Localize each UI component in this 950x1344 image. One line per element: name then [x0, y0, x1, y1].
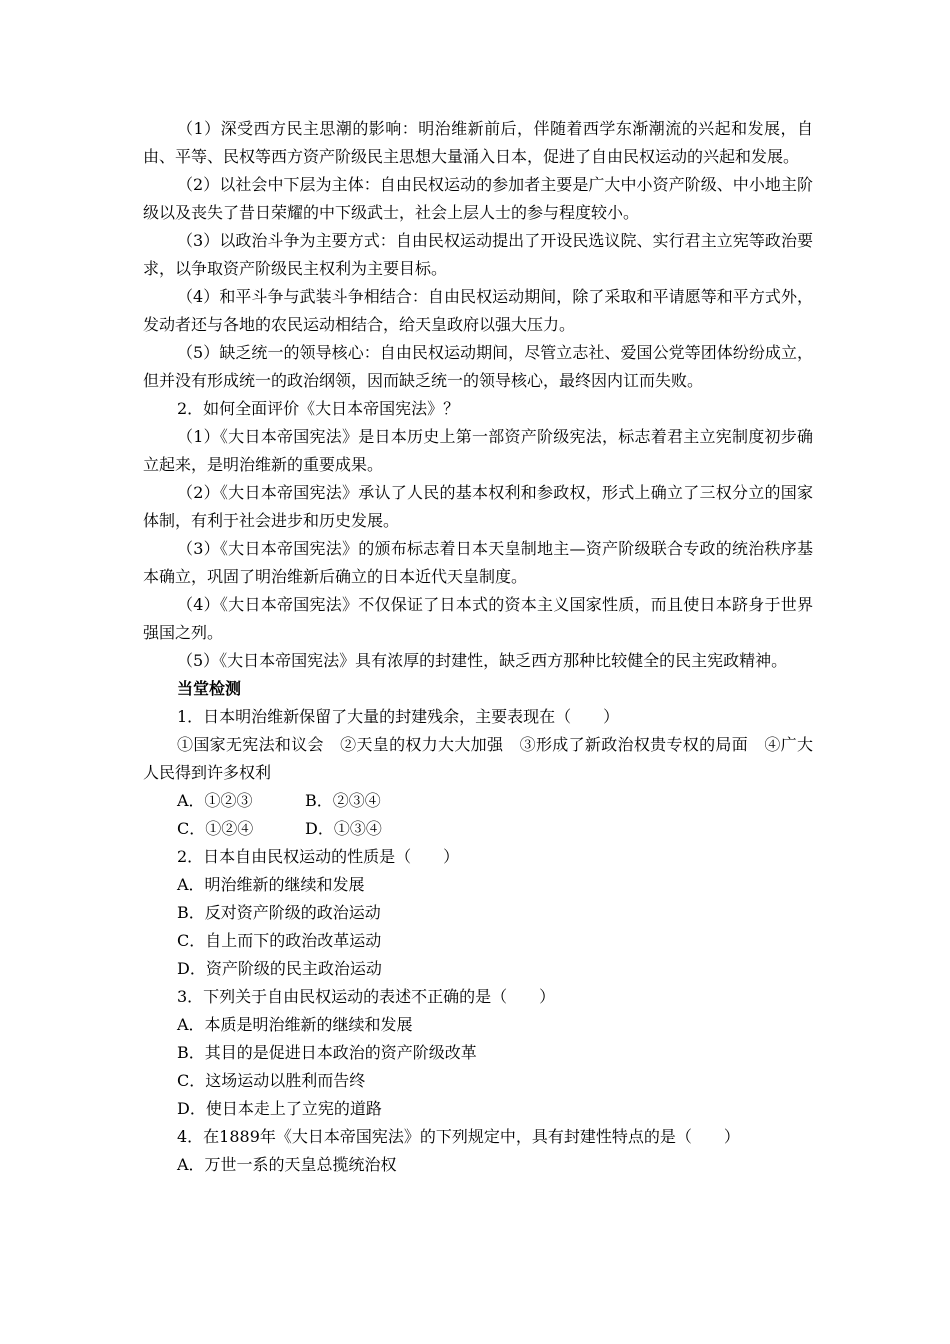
q1-options-row2 — [143, 815, 813, 843]
q3-option-a[interactable]: A．本质是明治维新的继续和发展 — [177, 1015, 413, 1034]
q4-option-a[interactable]: A．万世一系的天皇总揽统治权 — [177, 1155, 397, 1174]
q1-items: ①国家无宪法和议会 ②天皇的权力大大加强 ③形成了新政治权贵专权的局面 ④广大人民得到许多权利 — [143, 735, 813, 782]
q2-stem: 2．日本自由民权运动的性质是（ ） — [177, 847, 460, 866]
q3-option-c[interactable]: C．这场运动以胜利而告终 — [177, 1071, 366, 1090]
document-page — [143, 115, 813, 1179]
q1-option-d[interactable]: D．①③④ — [305, 819, 382, 838]
paragraph-s2-2: （2）《大日本帝国宪法》承认了人民的基本权利和参政权，形式上确立了三权分立的国家体制，有利于社会进步和历史发展。 — [143, 483, 813, 530]
q2-option-d[interactable]: D．资产阶级的民主政治运动 — [177, 959, 382, 978]
q4-stem: 4．在1889年《大日本帝国宪法》的下列规定中，具有封建性特点的是（ ） — [177, 1127, 740, 1146]
paragraph-s2-4: （4）《大日本帝国宪法》不仅保证了日本式的资本主义国家性质，而且使日本跻身于世界强国之列。 — [143, 595, 813, 642]
paragraph-s2-1: （1）《大日本帝国宪法》是日本历史上第一部资产阶级宪法，标志着君主立宪制度初步确立起来，是明治维新的重要成果。 — [143, 427, 813, 474]
q2-option-c[interactable]: C．自上而下的政治改革运动 — [177, 931, 382, 950]
q1-options-row1 — [143, 787, 813, 815]
q3-option-d[interactable]: D．使日本走上了立宪的道路 — [177, 1099, 382, 1118]
paragraph-s2-3: （3）《大日本帝国宪法》的颁布标志着日本天皇制地主—资产阶级联合专政的统治秩序基本确立，巩固了明治维新后确立的日本近代天皇制度。 — [143, 539, 813, 586]
q3-stem: 3．下列关于自由民权运动的表述不正确的是（ ） — [177, 987, 556, 1006]
q3-option-b[interactable]: B．其目的是促进日本政治的资产阶级改革 — [177, 1043, 477, 1062]
q2-option-a[interactable]: A．明治维新的继续和发展 — [177, 875, 365, 894]
question-heading-2: 2．如何全面评价《大日本帝国宪法》？ — [177, 399, 460, 418]
paragraph-s1-3: （3）以政治斗争为主要方式：自由民权运动提出了开设民选议院、实行君主立宪等政治要求，以争取资产阶级民主权利为主要目标。 — [143, 231, 813, 278]
paragraph-s2-5: （5）《大日本帝国宪法》具有浓厚的封建性，缺乏西方那种比较健全的民主宪政精神。 — [177, 651, 788, 670]
paragraph-s1-5: （5）缺乏统一的领导核心：自由民权运动期间，尽管立志社、爱国公党等团体纷纷成立，但并没有形成统一的政治纲领，因而缺乏统一的领导核心，最终因内讧而失败。 — [143, 343, 813, 390]
q1-stem: 1．日本明治维新保留了大量的封建残余，主要表现在（ ） — [177, 707, 620, 726]
q1-option-b[interactable]: B．②③④ — [305, 791, 381, 810]
section-heading-test: 当堂检测 — [177, 679, 242, 698]
q1-option-a[interactable]: A．①②③ — [177, 791, 253, 810]
q2-option-b[interactable]: B．反对资产阶级的政治运动 — [177, 903, 381, 922]
paragraph-s1-2: （2）以社会中下层为主体：自由民权运动的参加者主要是广大中小资产阶级、中小地主阶级以及丧失了昔日荣耀的中下级武士，社会上层人士的参与程度较小。 — [143, 175, 813, 222]
paragraph-s1-4: （4）和平斗争与武装斗争相结合：自由民权运动期间，除了采取和平请愿等和平方式外，发动者还与各地的农民运动相结合，给天皇政府以强大压力。 — [143, 287, 813, 334]
paragraph-s1-1: （1）深受西方民主思潮的影响：明治维新前后，伴随着西学东渐潮流的兴起和发展，自由、平等、民权等西方资产阶级民主思想大量涌入日本，促进了自由民权运动的兴起和发展。 — [143, 119, 813, 166]
q1-option-c[interactable]: C．①②④ — [177, 819, 254, 838]
